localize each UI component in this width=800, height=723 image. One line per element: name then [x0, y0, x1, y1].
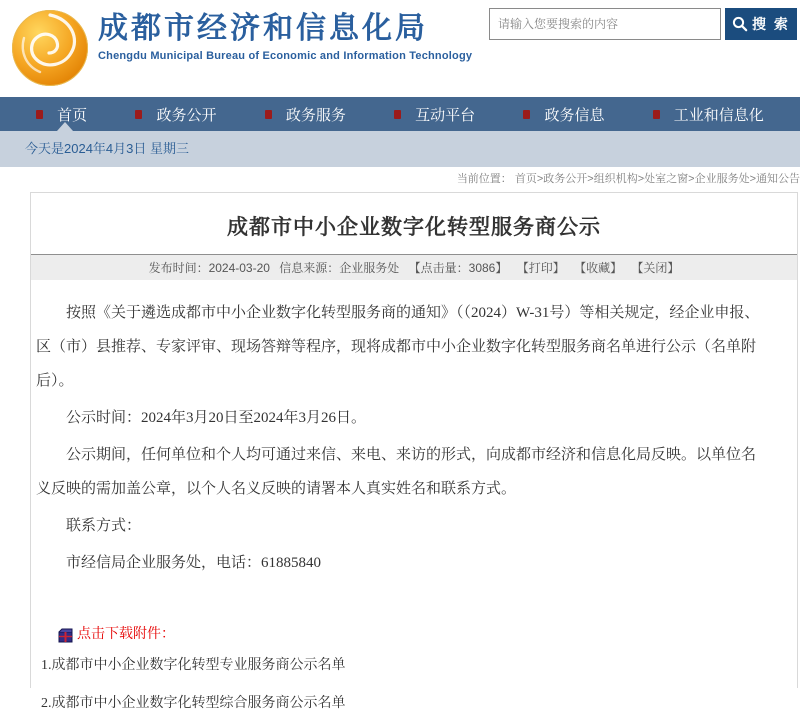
nav-item-gov-info[interactable]: [517, 97, 610, 131]
nav-item-label: 政务服务: [285, 106, 346, 124]
view-count: 【点击量：3086】: [408, 261, 508, 275]
nav-bullet-icon: [36, 110, 43, 119]
search-button-label: 搜 索: [752, 16, 790, 32]
attachment-link-professional-list[interactable]: 1.成都市中小企业数字化转型专业服务商公示名单: [41, 658, 346, 673]
search-button[interactable]: [725, 8, 797, 40]
site-subtitle: Chengdu Municipal Bureau of Economic and Information Technology: [98, 50, 473, 62]
info-source: 信息来源：企业服务处: [279, 261, 400, 275]
search-icon: [732, 16, 748, 32]
nav-item-label: 政务信息: [544, 106, 605, 124]
site-logo-icon: [10, 8, 90, 88]
paragraph: 按照《关于遴选成都市中小企业数字化转型服务商的通知》（（2024）W-31号）等相关规定，经企业申报、区（市）县推荐、专家评审、现场答辩等程序，现将成都市中小企业数字化转型服务商名单进行公示（名单附后）。: [36, 305, 760, 389]
search-input[interactable]: [489, 8, 721, 40]
attachment-heading: [58, 623, 767, 647]
spacer: [36, 583, 767, 623]
nav-bullet-icon: [394, 110, 401, 119]
nav-bullet-icon: [523, 110, 530, 119]
attachment-heading-label: 点击下载附件：: [77, 627, 175, 642]
breadcrumb: [0, 167, 800, 192]
nav-item-gov-disclosure[interactable]: [129, 97, 222, 131]
nav-item-label: 政务公开: [156, 106, 217, 124]
article-container: [30, 192, 798, 711]
site-title: 成都市经济和信息化局: [98, 12, 428, 45]
nav-item-interaction[interactable]: [388, 97, 481, 131]
active-tab-indicator-icon: [57, 122, 73, 131]
nav-item-label: 工业和信息化: [673, 106, 764, 124]
attachment-icon: [58, 628, 74, 643]
nav-item-label: 互动平台: [415, 106, 476, 124]
nav-bullet-icon: [265, 110, 272, 119]
print-button[interactable]: 【打印】: [516, 261, 565, 275]
paragraph: 公示时间：2024年3月20日至2024年3月26日。: [66, 410, 367, 426]
article-body: [31, 280, 797, 723]
paragraph: 联系方式：: [66, 518, 142, 534]
nav-bullet-icon: [135, 110, 142, 119]
nav-item-home[interactable]: [30, 97, 93, 131]
article-title: 成都市中小企业数字化转型服务商公示: [227, 216, 601, 239]
nav-item-gov-services[interactable]: [259, 97, 352, 131]
main-nav: [0, 97, 800, 131]
favorite-button[interactable]: 【收藏】: [574, 261, 623, 275]
date-bar: 今天是2024年4月3日 星期三: [0, 131, 800, 167]
site-header: [0, 0, 800, 97]
nav-item-industry-it[interactable]: [647, 97, 770, 131]
publish-date: 发布时间：2024-03-20: [148, 261, 270, 275]
attachment-link-comprehensive-list[interactable]: 2.成都市中小企业数字化转型综合服务商公示名单: [41, 696, 346, 711]
breadcrumb-prefix: 当前位置：: [456, 173, 512, 185]
site-brand: [98, 10, 472, 62]
article-meta-bar: [31, 254, 797, 280]
paragraph: 市经信局企业服务处，电话：61885840: [66, 555, 322, 571]
nav-item-label: 首页: [57, 106, 88, 124]
close-button[interactable]: 【关闭】: [631, 261, 680, 275]
nav-bullet-icon: [653, 110, 660, 119]
breadcrumb-trail[interactable]: 首页>政务公开>组织机构>处室之窗>企业服务处>通知公告: [514, 173, 800, 185]
search-bar: [489, 8, 797, 40]
paragraph: 公示期间，任何单位和个人均可通过来信、来电、来访的形式，向成都市经济和信息化局反映。以单位名义反映的需加盖公章，以个人名义反映的请署本人真实姓名和联系方式。: [36, 447, 757, 497]
